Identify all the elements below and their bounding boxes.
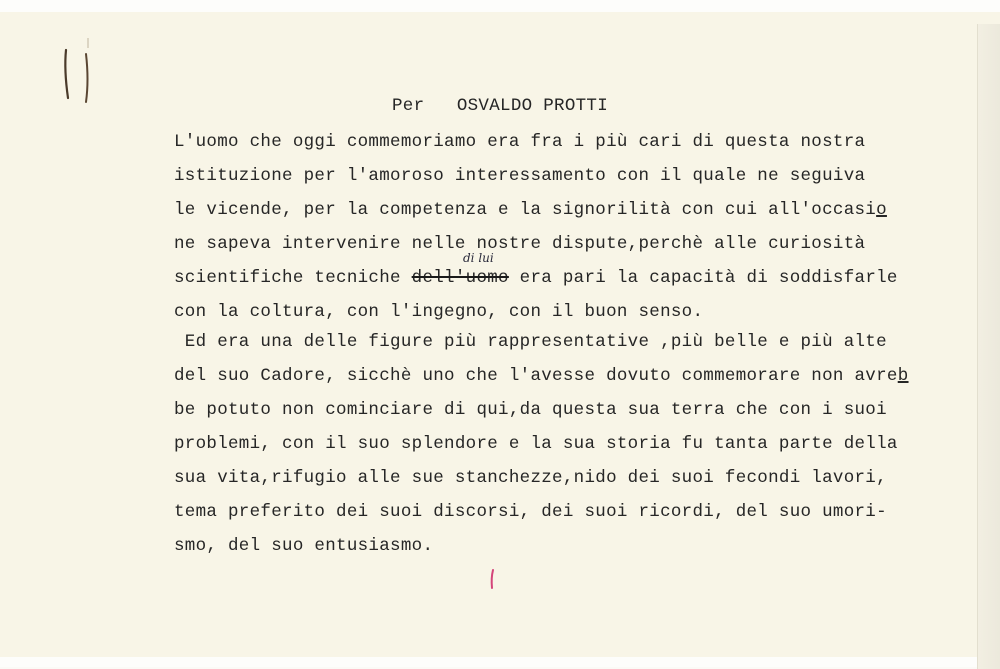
text-line — [174, 200, 887, 220]
struck-word: dell'uomo — [411, 268, 509, 288]
text-line: sua vita,rifugio alle sue stanchezze,nido dei suoi fecondi lavori, — [174, 468, 887, 488]
text-line — [174, 268, 898, 288]
underlined-letter: o — [876, 200, 887, 220]
text-line — [174, 366, 909, 386]
handwritten-insert: di lui — [463, 251, 494, 265]
pink-pencil-stroke-icon — [488, 568, 496, 590]
text-line: be potuto non cominciare di qui,da questa sua terra che con i suoi — [174, 400, 887, 420]
underlined-letter: b — [897, 366, 909, 386]
text-line: problemi, con il suo splendore e la sua storia fu tanta parte della — [174, 434, 898, 454]
text-line: ne sapeva intervenire nelle nostre dispute,perchè alle curiosità — [174, 234, 866, 254]
text-line: istituzione per l'amoroso interessamento con il quale ne seguiva — [174, 166, 866, 186]
text-line: tema preferito dei suoi discorsi, dei suoi ricordi, del suo umori- — [174, 502, 887, 522]
title-prefix: Per — [392, 96, 425, 116]
text-segment: era pari la capacità di soddisfarle — [508, 268, 898, 288]
text-segment: del suo Cadore, sicchè uno che l'avesse dovuto commemorare non avre — [174, 366, 898, 386]
page-edge — [977, 24, 1000, 669]
title-name: OSVALDO PROTTI — [456, 96, 609, 116]
pencil-bracket-mark-icon — [58, 32, 106, 112]
text-segment: scientifiche tecniche — [174, 268, 412, 288]
text-line: Ed era una delle figure più rappresentative ,più belle e più alte — [174, 332, 887, 352]
text-segment: le vicende, per la competenza e la signorilità con cui all'occasi — [174, 200, 877, 220]
text-line: smo, del suo entusiasmo. — [174, 536, 434, 556]
page-title — [392, 96, 608, 116]
text-line: con la coltura, con l'ingegno, con il buon senso. — [174, 302, 704, 322]
text-line: L'uomo che oggi commemoriamo era fra i più cari di questa nostra — [174, 132, 866, 152]
